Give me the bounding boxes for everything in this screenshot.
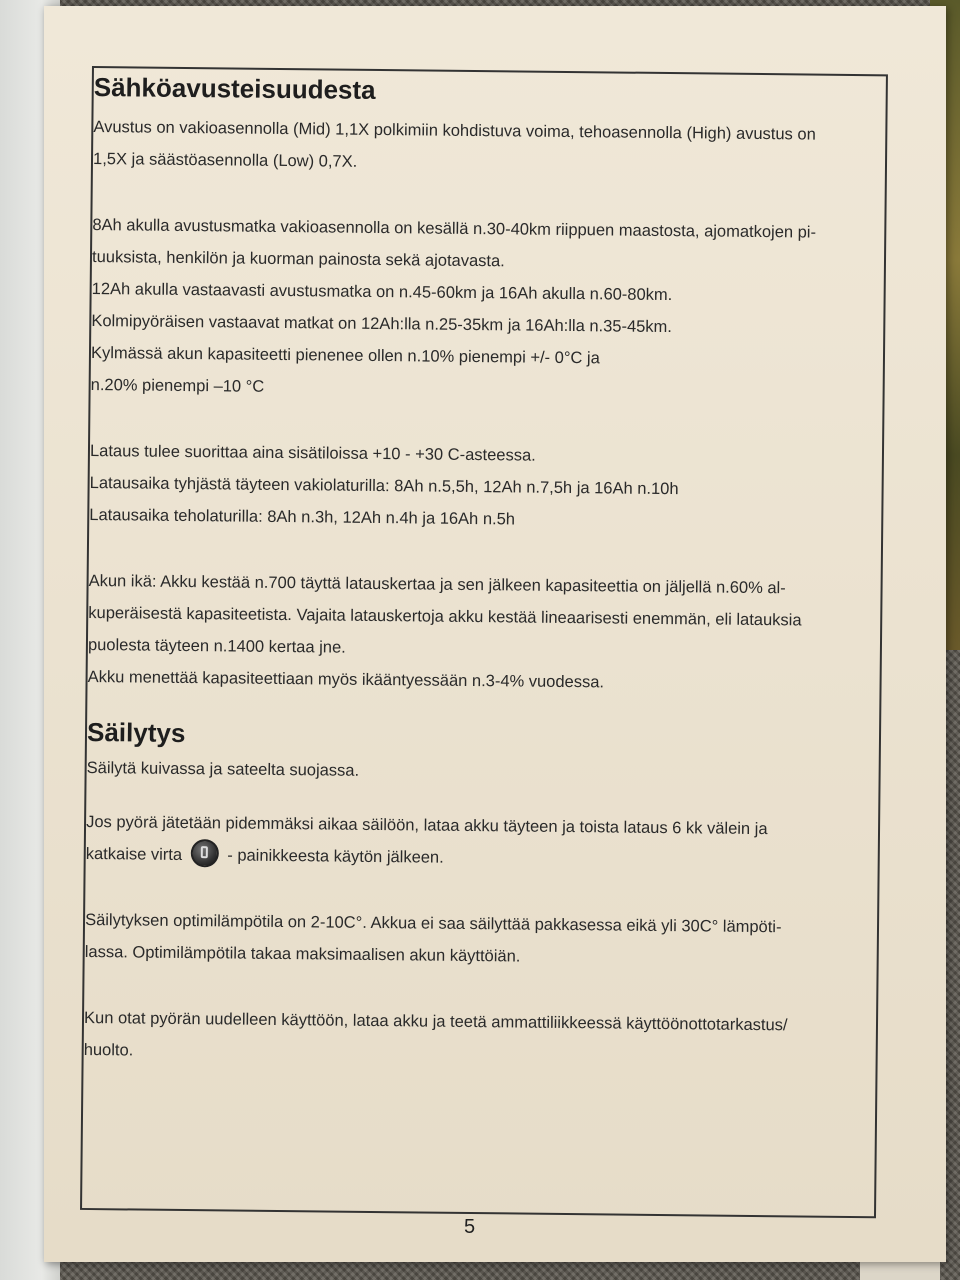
range-text-line: Kolmipyöräisen vastaavat matkat on 12Ah:lla n.25-35km ja 16Ah:lla n.35-45km. [91, 311, 673, 337]
battery-life-text-line: puolesta täyteen n.1400 kertaa jne. [87, 635, 346, 657]
storage-temp-line: Säilytyksen optimilämpötila on 2-10C°. Akkua ei saa säilyttää pakkasessa eikä yli 30C° lämpöti- [85, 910, 782, 937]
storage-temp-line: lassa. Optimilämpötila takaa maksimaalisen akun käyttöiän. [84, 942, 521, 966]
page-number: 5 [464, 1216, 476, 1238]
battery-life-text-line: Akku menettää kapasiteettiaan myös ikääntyessään n.3-4% vuodessa. [87, 667, 605, 692]
charging-text-line: Latausaika tyhjästä täyteen vakiolaturilla: 8Ah n.5,5h, 12Ah n.7,5h ja 16Ah n.10h [89, 473, 679, 499]
range-text-line: Kylmässä akun kapasiteetti pienenee ollen n.10% pienempi +/- 0°C ja [90, 343, 600, 368]
range-text-line: 8Ah akulla avustusmatka vakioasennolla on kesällä n.30-40km riippuen maastosta, ajomatkojen pi- [92, 215, 817, 242]
battery-life-text-line: kuperäisestä kapasiteetista. Vajaita latauskertoja akku kestää lineaarisesti enemmän, eli latauksia [88, 603, 802, 630]
range-text-line: n.20% pienempi –10 °C [90, 375, 265, 396]
storage-text-post: - painikkeesta käytön jälkeen. [227, 846, 444, 867]
return-to-use-line: Kun otat pyörän uudelleen käyttöön, lataa akku ja teetä ammattiliikkeessä käyttöönottotarkastus/ [83, 1008, 788, 1035]
assist-text-line: Avustus on vakioasennolla (Mid) 1,1X polkimiin kohdistuva voima, tehoasennolla (High) avustus on [93, 117, 816, 144]
storage-text-pre: katkaise virta [85, 844, 183, 864]
range-text-line: 12Ah akulla vastaavasti avustusmatka on n.45-60km ja 16Ah akulla n.60-80km. [91, 279, 673, 305]
range-text-line: tuuksista, henkilön ja kuorman painosta sekä ajotavasta. [91, 247, 505, 271]
charging-text-line: Latausaika teholaturilla: 8Ah n.3h, 12Ah n.4h ja 16Ah n.5h [89, 505, 516, 529]
charging-text-line: Lataus tulee suorittaa aina sisätiloissa +10 - +30 C-asteessa. [89, 441, 536, 465]
manual-page [44, 6, 946, 1262]
storage-text-line: Jos pyörä jätetään pidemmäksi aikaa säilöön, lataa akku täyteen ja toista lataus 6 kk välein ja [86, 812, 768, 839]
assist-text-line: 1,5X ja säästöasennolla (Low) 0,7X. [92, 149, 358, 171]
battery-life-text-line: Akun ikä: Akku kestää n.700 täyttä latauskertaa ja sen jälkeen kapasiteettia on jäljellä n.60% al- [88, 571, 786, 598]
section-title-storage: Säilytys [86, 716, 186, 748]
power-button-icon [191, 839, 219, 867]
page-content [84, 72, 874, 1074]
return-to-use-line: huolto. [83, 1040, 134, 1060]
storage-text-line: Säilytä kuivassa ja sateelta suojassa. [86, 758, 360, 780]
section-title-electric-assist: Sähköavusteisuudesta [93, 72, 376, 105]
